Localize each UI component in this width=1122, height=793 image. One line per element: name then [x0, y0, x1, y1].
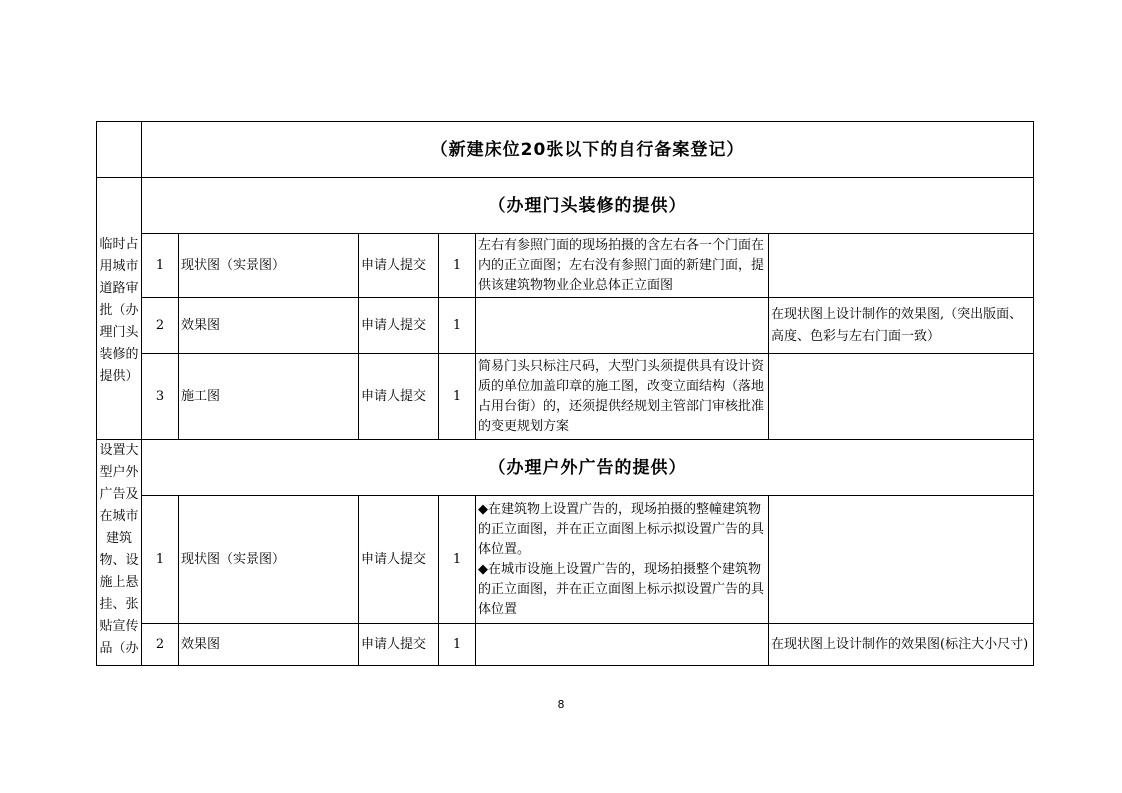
table-row: [97, 298, 1034, 354]
material-name: 效果图: [179, 298, 359, 354]
material-quantity: 1: [439, 354, 476, 440]
material-requirement: 简易门头只标注尺码，大型门头须提供具有设计资质的单位加盖印章的施工图，改变立面结构（落地占用台街）的，还须提供经规划主管部门审核批准的变更规划方案: [476, 354, 769, 440]
category-cell-outdoor-ad: [97, 440, 142, 666]
material-quantity: 1: [439, 624, 476, 666]
material-remark: 在现状图上设计制作的效果图,（突出版面、高度、色彩与左右门面一致）: [769, 298, 1034, 354]
table-row: [97, 496, 1034, 624]
category-cell-storefront: [97, 178, 142, 440]
category-cell-empty: [97, 122, 142, 178]
material-source: 申请人提交: [359, 624, 439, 666]
row-number: 1: [142, 496, 179, 624]
category-text-outdoor-ad: 设置大型户外广告及在城市建筑物、设施上悬挂、张贴宣传品（办: [99, 443, 139, 656]
material-remark: [769, 234, 1034, 298]
row-number: 2: [142, 298, 179, 354]
material-requirement: [476, 624, 769, 666]
material-name: 效果图: [179, 624, 359, 666]
section-title-bed-registration: （新建床位20张以下的自行备案登记）: [142, 122, 1034, 178]
section-row-outdoor-ad: [97, 440, 1034, 496]
material-requirement: 左右有参照门面的现场拍摄的含左右各一个门面在内的正立面图；左右没有参照门面的新建门面，提供该建筑物物业企业总体正立面图: [476, 234, 769, 298]
material-source: 申请人提交: [359, 496, 439, 624]
row-number: 1: [142, 234, 179, 298]
material-source: 申请人提交: [359, 354, 439, 440]
materials-table: [96, 121, 1034, 666]
table-row: [97, 354, 1034, 440]
category-text-storefront: 临时占用城市道路审批（办理门头装修的提供）: [99, 237, 139, 384]
material-quantity: 1: [439, 496, 476, 624]
section-title-storefront: （办理门头装修的提供）: [142, 178, 1034, 234]
table-row: [97, 234, 1034, 298]
section-row-bed-registration: [97, 122, 1034, 178]
material-name: 现状图（实景图）: [179, 234, 359, 298]
material-name: 现状图（实景图）: [179, 496, 359, 624]
material-name: 施工图: [179, 354, 359, 440]
material-remark: 在现状图上设计制作的效果图(标注大小尺寸): [769, 624, 1034, 666]
material-requirement: [476, 496, 769, 624]
material-source: 申请人提交: [359, 298, 439, 354]
material-quantity: 1: [439, 234, 476, 298]
requirement-item: ◆在城市设施上设置广告的，现场拍摄整个建筑物的正立面图，并在正立面图上标示拟设置广告的具体位置: [478, 561, 765, 617]
material-source: 申请人提交: [359, 234, 439, 298]
material-requirement: [476, 298, 769, 354]
material-remark: [769, 354, 1034, 440]
row-number: 3: [142, 354, 179, 440]
row-number: 2: [142, 624, 179, 666]
section-row-storefront: [97, 178, 1034, 234]
material-quantity: 1: [439, 298, 476, 354]
requirement-item: ◆在建筑物上设置广告的，现场拍摄的整幢建筑物的正立面图，并在正立面图上标示拟设置广告的具体位置。: [478, 501, 765, 557]
page-number: 8: [557, 698, 565, 711]
table-row: [97, 624, 1034, 666]
material-remark: [769, 496, 1034, 624]
section-title-outdoor-ad: （办理户外广告的提供）: [142, 440, 1034, 496]
